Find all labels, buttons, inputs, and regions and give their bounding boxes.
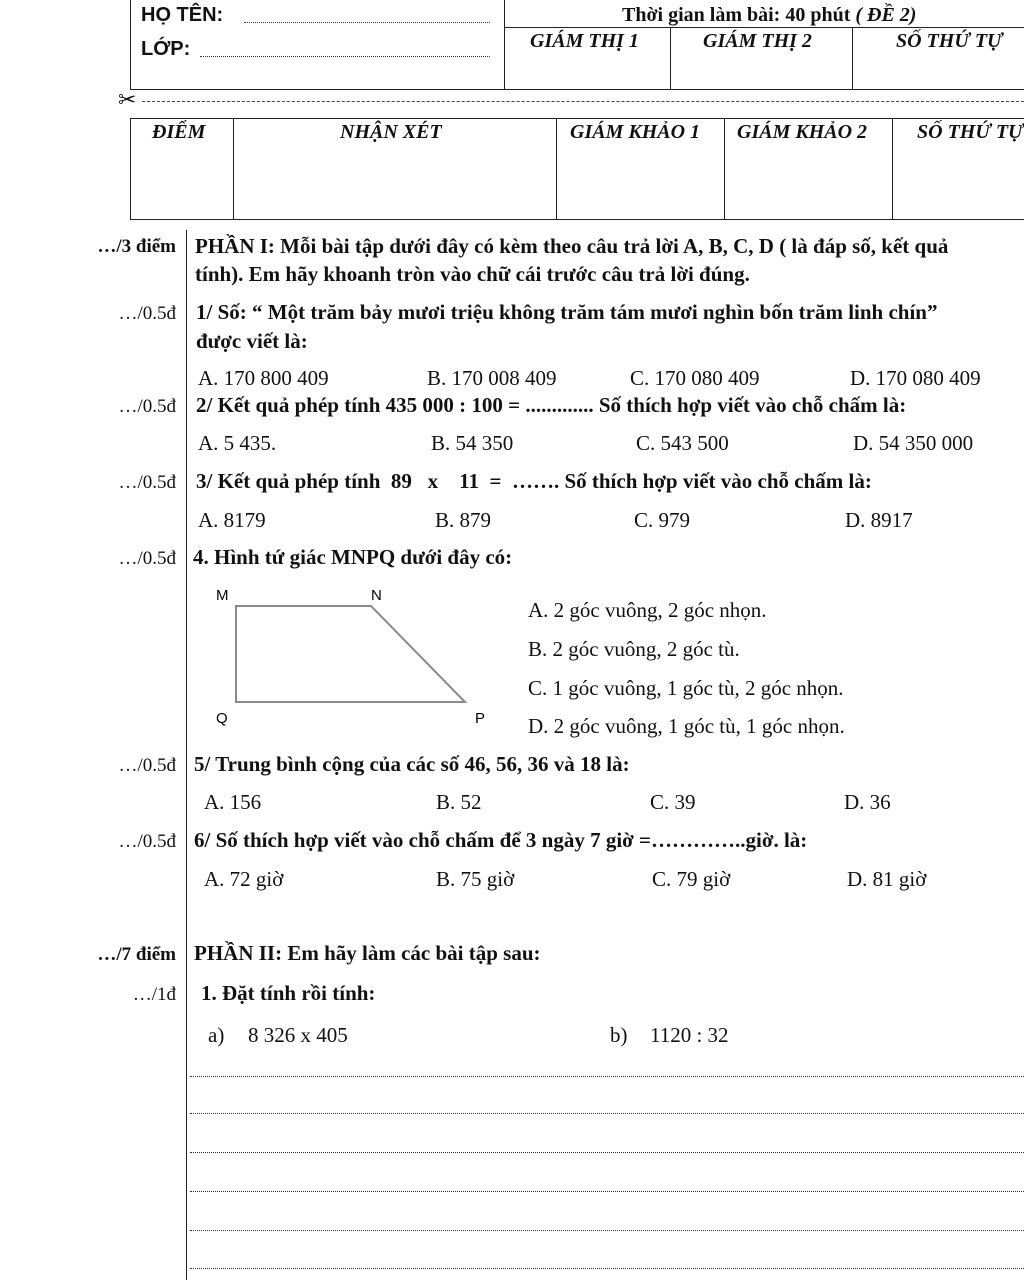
p2-q1-points: …/1đ <box>132 984 176 1005</box>
p2-q1-a: 8 326 x 405 <box>248 1023 348 1047</box>
answer-line[interactable] <box>190 1220 1024 1231</box>
part1-title: PHẦN I <box>195 234 268 258</box>
p2-q1-b-label: b) <box>610 1023 628 1047</box>
part2-instruction: PHẦN II: Em hãy làm các bài tập sau: <box>194 941 541 965</box>
q3-option-d[interactable]: D. 8917 <box>845 508 913 532</box>
q3-option-b[interactable]: B. 879 <box>435 508 492 532</box>
q1-option-b[interactable]: B. 170 008 409 <box>427 366 557 390</box>
p2-q1-a-label: a) <box>208 1023 225 1047</box>
table-head-diem: ĐIỂM <box>152 121 206 143</box>
q4-option-d[interactable]: D. 2 góc vuông, 1 góc tù, 1 góc nhọn. <box>528 714 845 738</box>
time-text: Thời gian làm bài: 40 phút <box>622 4 851 26</box>
name-label: HỌ TÊN: <box>141 4 224 26</box>
answer-line[interactable] <box>190 1066 1024 1077</box>
q5-option-b[interactable]: B. 52 <box>436 790 482 814</box>
table-head-giam-khao-1: GIÁM KHẢO 1 <box>570 121 701 143</box>
q1-text-line2: được viết là: <box>196 329 308 353</box>
answer-line[interactable] <box>190 1103 1024 1114</box>
class-label: LỚP: <box>141 38 191 60</box>
q2-points: …/0.5đ <box>118 396 176 417</box>
q1-option-a[interactable]: A. 170 800 409 <box>198 366 329 390</box>
p2-q1-title: 1. Đặt tính rồi tính: <box>201 981 376 1005</box>
scissors-icon: ✂ <box>118 87 137 112</box>
part1-instruction-line2: tính). Em hãy khoanh tròn vào chữ cái trước câu trả lời đúng. <box>195 262 750 286</box>
q2-option-b[interactable]: B. 54 350 <box>431 431 514 455</box>
q4-option-a[interactable]: A. 2 góc vuông, 2 góc nhọn. <box>528 598 767 622</box>
answer-line[interactable] <box>190 1181 1024 1192</box>
header-col-giam-thi-2: GIÁM THỊ 2 <box>703 30 812 52</box>
table-head-giam-khao-2: GIÁM KHẢO 2 <box>737 121 868 143</box>
q6-option-b[interactable]: B. 75 giờ <box>436 867 515 891</box>
vertex-m-label: M <box>216 587 229 604</box>
q2-option-a[interactable]: A. 5 435. <box>198 431 277 455</box>
vertex-q-label: Q <box>216 710 228 727</box>
exam-code: ( ĐỀ 2) <box>855 4 917 26</box>
q3-text: 3/ Kết quả phép tính 89 x 11 = ……. Số thích hợp viết vào chỗ chấm là: <box>196 469 872 493</box>
part1-points: …/3 điểm <box>97 236 176 257</box>
quadrilateral-mnpq-figure <box>200 580 510 730</box>
margin-line <box>186 230 187 1280</box>
answer-line[interactable] <box>190 1142 1024 1153</box>
q3-option-a[interactable]: A. 8179 <box>198 508 266 532</box>
q2-text: 2/ Kết quả phép tính 435 000 : 100 = ............. Số thích hợp viết vào chỗ chấm là: <box>196 393 907 417</box>
q6-points: …/0.5đ <box>118 831 176 852</box>
q4-option-c[interactable]: C. 1 góc vuông, 1 góc tù, 2 góc nhọn. <box>528 676 844 700</box>
part2-points: …/7 điểm <box>97 944 176 965</box>
q1-option-c[interactable]: C. 170 080 409 <box>630 366 760 390</box>
vertex-p-label: P <box>475 710 486 727</box>
part1-instruction: PHẦN I: Mỗi bài tập dưới đây có kèm theo câu trả lời A, B, C, D ( là đáp số, kết quả <box>195 234 949 258</box>
q5-option-c[interactable]: C. 39 <box>650 790 696 814</box>
header-col-so-thu-tu: SỐ THỨ TỰ <box>896 30 1003 52</box>
time-label <box>622 4 916 27</box>
q6-option-c[interactable]: C. 79 giờ <box>652 867 731 891</box>
q2-option-d[interactable]: D. 54 350 000 <box>853 431 974 455</box>
name-field[interactable] <box>244 10 490 23</box>
quadrilateral-shape <box>236 606 465 702</box>
q1-points: …/0.5đ <box>118 303 176 324</box>
q4-points: …/0.5đ <box>118 548 176 569</box>
q6-option-a[interactable]: A. 72 giờ <box>204 867 284 891</box>
table-head-so-thu-tu: SỐ THỨ TỰ <box>917 121 1024 143</box>
q4-option-b[interactable]: B. 2 góc vuông, 2 góc tù. <box>528 637 740 661</box>
q3-points: …/0.5đ <box>118 472 176 493</box>
cut-line <box>142 95 1024 102</box>
q2-option-c[interactable]: C. 543 500 <box>636 431 729 455</box>
p2-q1-b: 1120 : 32 <box>650 1023 729 1047</box>
vertex-n-label: N <box>371 587 382 604</box>
answer-line[interactable] <box>190 1258 1024 1269</box>
q5-option-d[interactable]: D. 36 <box>844 790 891 814</box>
q1-option-d[interactable]: D. 170 080 409 <box>850 366 981 390</box>
q3-option-c[interactable]: C. 979 <box>634 508 691 532</box>
q5-points: …/0.5đ <box>118 755 176 776</box>
q6-text: 6/ Số thích hợp viết vào chỗ chấm để 3 ngày 7 giờ =…………..giờ. là: <box>194 828 808 852</box>
table-head-nhan-xet: NHẬN XÉT <box>340 121 442 143</box>
class-field[interactable] <box>200 44 490 57</box>
header-col-giam-thi-1: GIÁM THỊ 1 <box>530 30 639 52</box>
q5-option-a[interactable]: A. 156 <box>204 790 262 814</box>
q4-text: 4. Hình tứ giác MNPQ dưới đây có: <box>193 545 513 569</box>
q5-text: 5/ Trung bình cộng của các số 46, 56, 36 và 18 là: <box>194 752 630 776</box>
q1-text: 1/ Số: “ Một trăm bảy mươi triệu không trăm tám mươi nghìn bốn trăm linh chín” <box>196 300 938 324</box>
part2-title: PHẦN II <box>194 941 276 965</box>
q6-option-d[interactable]: D. 81 giờ <box>847 867 927 891</box>
